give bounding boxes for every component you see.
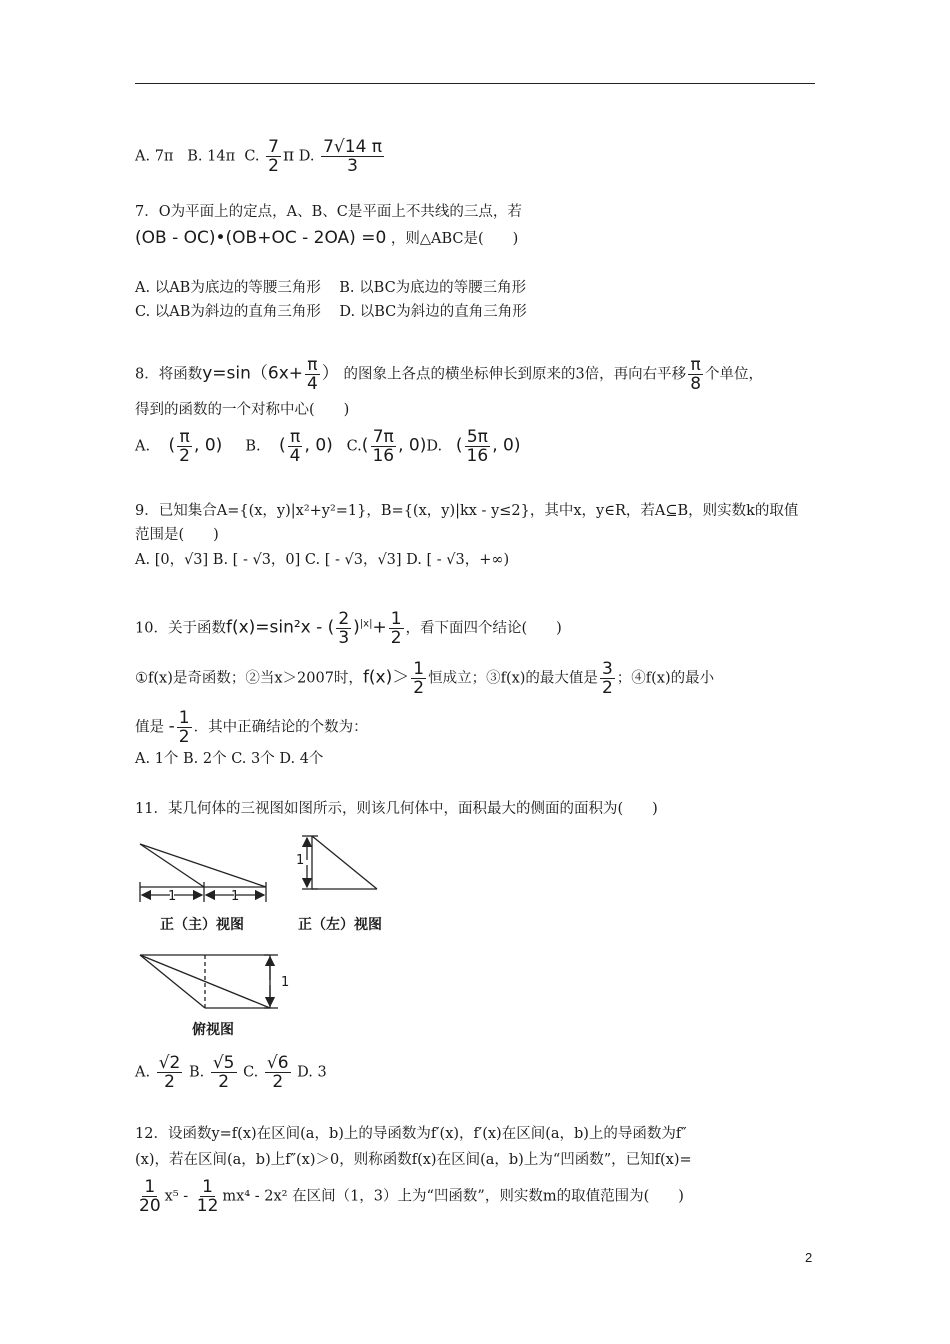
header-rule	[135, 83, 815, 84]
q7-formula: (OB - OC)•(OB+OC - 2OA) =0	[135, 228, 387, 248]
q7-options-row2	[135, 302, 527, 322]
q8-suffix: 个单位，	[705, 366, 764, 383]
q12-term-a: x⁵ -	[164, 1188, 189, 1205]
front-view-dim-right: 1	[231, 889, 240, 904]
option-b-zero: 0	[315, 435, 327, 456]
front-view	[140, 844, 266, 902]
option-a: A. 以AB为底边的等腰三角形	[135, 280, 321, 296]
three-view-figure	[130, 830, 400, 1040]
q8-function-fraction: $\frac{\pi}{4}$	[307, 355, 318, 394]
option-a-label: A.	[135, 1064, 151, 1081]
q10-statement-4: ；④f(x)的最小	[616, 670, 715, 687]
q12-term-b: mx⁴ - 2x² 在区间（1，3）上为“凹函数”，则实数m的取值范围为( )	[222, 1188, 684, 1205]
option-a-fraction: $\frac{√2}{2}$	[158, 1053, 181, 1092]
option-d-label: D.	[426, 438, 443, 455]
q10-question: ．其中正确结论的个数为：	[193, 719, 368, 736]
q9-line2: 范围是( )	[135, 527, 219, 543]
q8-line2: 得到的函数的一个对称中心( )	[135, 402, 350, 418]
q8-prefix: 8．将函数	[135, 366, 203, 383]
minus-sign: -	[168, 716, 175, 737]
top-view-dim: 1	[281, 975, 290, 990]
option-d-zero: 0	[503, 435, 514, 456]
option-a: A. 7π	[135, 148, 174, 165]
q10-exponent: |x|	[359, 618, 373, 630]
q10-function-close: )	[353, 617, 360, 638]
q10-line2	[135, 660, 714, 697]
option-c: C. 以AB为斜边的直角三角形	[135, 304, 321, 320]
q11-stem: 11．某几何体的三视图如图所示，则该几何体中，面积最大的侧面的面积为( )	[135, 801, 658, 817]
option-b-label: B.	[188, 1064, 205, 1081]
option-a-zero: 0	[204, 435, 216, 456]
option-d-fraction: $\frac{5\pi}{16}$	[466, 427, 489, 466]
option-d-fraction: $\frac{7√14 \pi}{3}$	[323, 137, 383, 176]
q10-prefix: 10．关于函数	[135, 620, 226, 637]
option-b: B. 以BC为底边的等腰三角形	[339, 280, 527, 296]
q9-options: A. [0，√3] B. [ - √3，0] C. [ - √3，√3] D. [ - √3，+∞)	[135, 552, 510, 568]
side-view-dim: 1	[296, 853, 305, 868]
q8-shift-fraction: $\frac{\pi}{8}$	[690, 355, 702, 394]
side-view	[302, 836, 377, 889]
q10-statement-1-2: ①f(x)是奇函数；②当x＞2007时，	[135, 670, 363, 687]
q8-function-close: ）	[321, 363, 339, 384]
option-c-fraction: $\frac{7\pi}{16}$	[372, 427, 395, 466]
q10-inequality: f(x)＞	[362, 667, 410, 688]
option-d-label: D.	[298, 148, 315, 165]
option-a-label: A.	[135, 438, 151, 455]
q10-stem	[135, 610, 562, 647]
q8-stem	[135, 356, 763, 393]
q10-min-label: 值是	[135, 719, 164, 736]
q12-line3	[135, 1178, 684, 1215]
q10-plus: +	[372, 617, 387, 638]
option-b-fraction: $\frac{√5}{2}$	[212, 1053, 235, 1092]
q11-options	[135, 1054, 327, 1091]
front-view-dim-left: 1	[168, 889, 177, 904]
q10-options: A. 1个 B. 2个 C. 3个 D. 4个	[135, 751, 324, 767]
page-number: 2	[805, 1250, 813, 1265]
q10-base-fraction: $\frac{2}{3}$	[338, 609, 350, 648]
option-d: D. 3	[297, 1064, 327, 1081]
q10-statement-3: 恒成立；③f(x)的最大值是	[428, 670, 598, 687]
q8-options: A. ( $\frac{\pi}{2}$ , 0) B. ( $\frac{\pi}{4}$ , 0) C.( $\frac{7\pi}{16}$ , 0)D. ( $\frac{5\pi}{16}$ , 0)	[135, 427, 521, 466]
option-c-label: C.	[243, 1064, 259, 1081]
q12-line2: (x)，若在区间(a，b)上f″(x)＞0，则称函数f(x)在区间(a，b)上为“凹函数”，已知f(x)=	[135, 1152, 692, 1168]
option-b: B. 14π	[187, 148, 236, 165]
q6-options	[135, 138, 386, 175]
q10-inequality-fraction: $\frac{1}{2}$	[413, 659, 425, 698]
option-a-fraction: $\frac{\pi}{2}$	[179, 427, 190, 466]
q7-formula-line	[135, 228, 518, 249]
q10-function: f(x)=sin²x - (	[225, 617, 335, 638]
option-b-label: B.	[245, 438, 261, 455]
option-c-zero: 0	[408, 435, 420, 456]
q8-middle: 的图象上各点的横坐标伸长到原来的3倍，再向右平移	[343, 366, 687, 383]
q12-fraction-a: $\frac{1}{20}$	[139, 1177, 161, 1216]
option-d: D. 以BC为斜边的直角三角形	[339, 304, 527, 320]
q7-stem: 7．O为平面上的定点，A、B、C是平面上不共线的三点，若	[135, 204, 522, 220]
q10-max-fraction: $\frac{3}{2}$	[601, 659, 613, 698]
option-c-fraction: $\frac{7}{2}$	[268, 137, 279, 176]
q12-line1: 12．设函数y=f(x)在区间(a，b)上的导函数为f′(x)，f′(x)在区间(a，b)上的导函数为f″	[135, 1126, 687, 1142]
option-c-label: C.	[346, 438, 362, 455]
pi-symbol: π	[282, 145, 295, 166]
q10-half-fraction: $\frac{1}{2}$	[390, 609, 402, 648]
side-view-label: 正（左）视图	[298, 917, 382, 933]
option-c-label: C.	[244, 148, 260, 165]
option-b-fraction: $\frac{\pi}{4}$	[289, 427, 301, 466]
q7-tail: ，则△ABC是( )	[390, 231, 519, 247]
q10-line3	[135, 709, 368, 746]
q12-fraction-b: $\frac{1}{12}$	[196, 1177, 219, 1216]
top-view	[140, 955, 278, 1008]
q8-function: y=sin（6x+	[202, 363, 304, 384]
q10-suffix: ，看下面四个结论( )	[405, 620, 562, 637]
q10-min-fraction: $\frac{1}{2}$	[178, 708, 190, 747]
option-c-fraction: $\frac{√6}{2}$	[266, 1053, 289, 1092]
q9-line1: 9．已知集合A={(x，y)|x²+y²=1}，B={(x，y)|kx - y≤2}，其中x，y∈R，若A⊆B，则实数k的取值	[135, 503, 799, 519]
q7-options-row1	[135, 278, 526, 298]
top-view-label: 俯视图	[192, 1022, 234, 1038]
front-view-label: 正（主）视图	[160, 917, 244, 933]
